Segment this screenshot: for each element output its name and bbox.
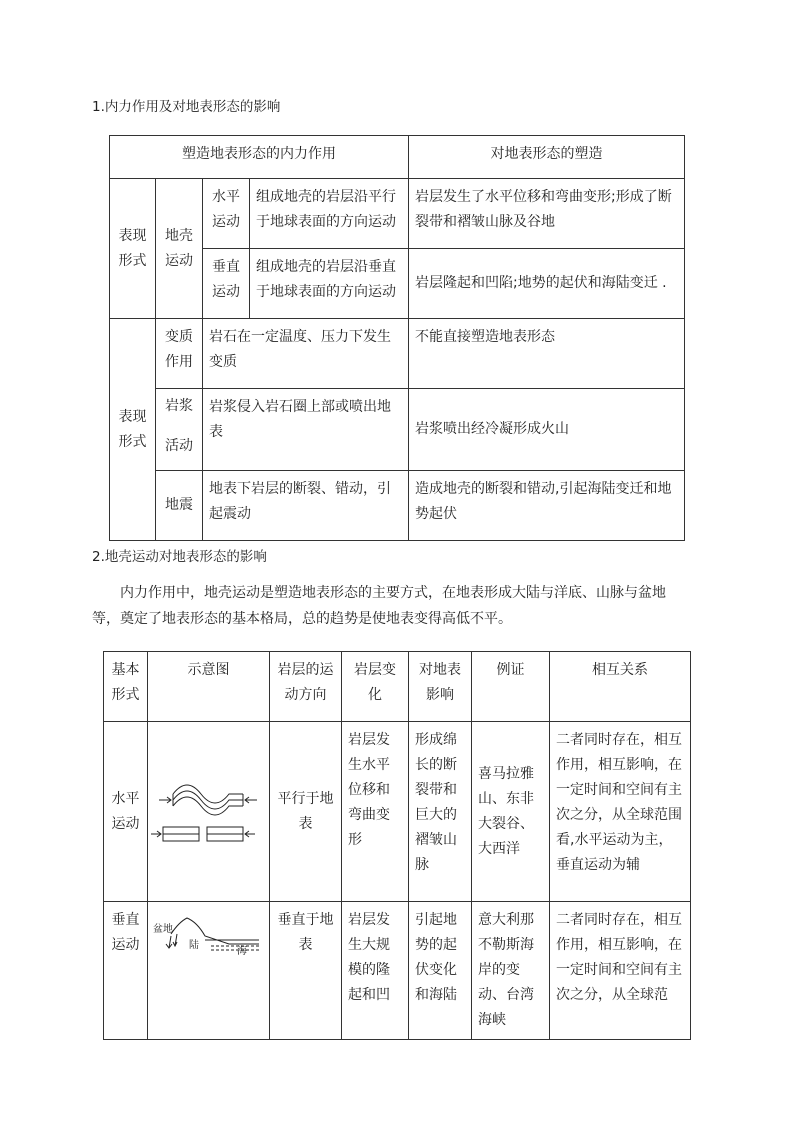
uplift-diagram xyxy=(149,912,269,972)
example-cell: 喜马拉雅山、东非大裂谷、大西洋 xyxy=(472,722,550,902)
header-form: 基本形式 xyxy=(104,652,148,722)
label-sea: 海 xyxy=(236,946,247,957)
type-activity: 活动 xyxy=(165,438,193,454)
relation-cell: 二者同时存在，相互作用，相互影响，在一定时间和空间有主次之分，从全球范围看,水平运动为主，垂直运动为辅 xyxy=(550,722,691,902)
header-diagram: 示意图 xyxy=(148,652,270,722)
effect-cell: 岩层隆起和凹陷;地势的起伏和海陆变迁 . xyxy=(409,249,685,319)
table-header-row xyxy=(104,652,691,722)
label-land: 陆 xyxy=(188,940,199,951)
direction-cell: 垂直于地表 xyxy=(270,902,342,1040)
header-example: 例证 xyxy=(472,652,550,722)
effect-cell: 不能直接塑造地表形态 xyxy=(409,319,685,389)
type-cell: 水平运动 xyxy=(203,179,250,249)
table-row xyxy=(110,471,685,541)
type-cell: 垂直运动 xyxy=(203,249,250,319)
form-cell: 水平运动 xyxy=(104,722,148,902)
example-cell: 意大利那不勒斯海岸的变动、台湾海峡 xyxy=(472,902,550,1040)
vertical-diagram-cell xyxy=(148,902,270,1040)
section2-paragraph: 内力作用中，地壳运动是塑造地表形态的主要方式，在地表形成大陆与洋底、山脉与盆地等，奠定了地表形态的基本格局，总的趋势是使地表变得高低不平。 xyxy=(92,585,666,627)
desc-cell: 组成地壳的岩层沿垂直于地球表面的方向运动 xyxy=(250,249,409,319)
effect-cell: 岩浆喷出经冷凝形成火山 xyxy=(409,389,685,471)
direction-cell: 平行于地表 xyxy=(270,722,342,902)
horizontal-diagram-cell xyxy=(148,722,270,902)
category-cell: 表现形式 xyxy=(110,179,156,319)
desc-cell: 岩浆侵入岩石圈上部或喷出地表 xyxy=(203,389,409,471)
type-magma: 岩浆 xyxy=(165,398,193,414)
label-basin: 盆地 xyxy=(152,924,173,935)
header-change: 岩层变化 xyxy=(342,652,409,722)
desc-cell: 地表下岩层的断裂、错动，引起震动 xyxy=(203,471,409,541)
effect-cell: 造成地壳的断裂和错动,引起海陆变迁和地势起伏 xyxy=(409,471,685,541)
table-row xyxy=(110,319,685,389)
table-header-row xyxy=(110,136,685,179)
table-row xyxy=(104,902,691,1040)
type-cell xyxy=(156,389,203,471)
impact-cell: 形成绵长的断裂带和巨大的褶皱山脉 xyxy=(409,722,472,902)
type-cell: 地震 xyxy=(156,471,203,541)
crustal-movement-table xyxy=(103,651,691,1040)
table-row xyxy=(110,179,685,249)
section2-heading: 2.地壳运动对地表形态的影响 xyxy=(92,549,267,565)
fold-diagram xyxy=(149,772,269,852)
header-impact: 对地表影响 xyxy=(409,652,472,722)
header-direction: 岩层的运动方向 xyxy=(270,652,342,722)
desc-cell: 组成地壳的岩层沿平行于地球表面的方向运动 xyxy=(250,179,409,249)
type-cell: 变质作用 xyxy=(156,319,203,389)
desc-cell: 岩石在一定温度、压力下发生变质 xyxy=(203,319,409,389)
internal-forces-table xyxy=(109,135,685,541)
form-cell: 垂直运动 xyxy=(104,902,148,1040)
change-cell: 岩层发生大规模的隆起和凹 xyxy=(342,902,409,1040)
effect-cell: 岩层发生了水平位移和弯曲变形;形成了断裂带和褶皱山脉及谷地 xyxy=(409,179,685,249)
crustal-movement-cell: 地壳运动 xyxy=(156,179,203,319)
header-relation: 相互关系 xyxy=(550,652,691,722)
header-internal-forces: 塑造地表形态的内力作用 xyxy=(110,136,409,179)
relation-cell: 二者同时存在，相互作用，相互影响，在一定时间和空间有主次之分，从全球范 xyxy=(550,902,691,1040)
category-cell: 表现形式 xyxy=(110,319,156,541)
change-cell: 岩层发生水平位移和弯曲变形 xyxy=(342,722,409,902)
table-row xyxy=(110,389,685,471)
impact-cell: 引起地势的起伏变化和海陆 xyxy=(409,902,472,1040)
section1-heading: 1.内力作用及对地表形态的影响 xyxy=(92,99,281,115)
table-row xyxy=(104,722,691,902)
header-landform-shaping: 对地表形态的塑造 xyxy=(409,136,685,179)
